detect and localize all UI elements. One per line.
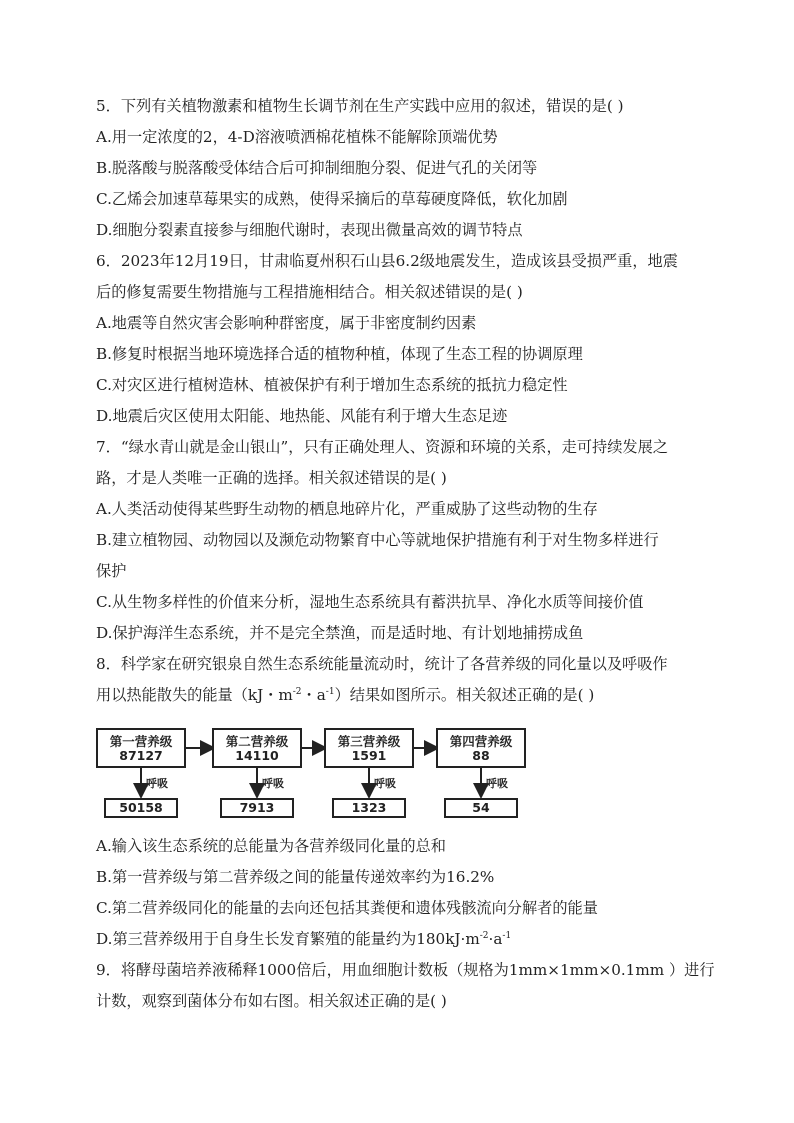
trophic-level-4-value: 88 [472, 748, 490, 763]
q7-option-d: D.保护海洋生态系统，并不是完全禁渔，而是适时地、有计划地捕捞成鱼 [96, 624, 584, 642]
q6-option-d: D.地震后灾区使用太阳能、地热能、风能有利于增大生态足迹 [96, 407, 508, 425]
trophic-level-1-respiration-value: 50158 [104, 798, 178, 818]
trophic-level-3-box [324, 728, 414, 768]
q8-stem-line1: 8．科学家在研究银泉自然生态系统能量流动时，统计了各营养级的同化量以及呼吸作 [96, 655, 668, 673]
q6-stem-line2: 后的修复需要生物措施与工程措施相结合。相关叙述错误的是( ) [96, 283, 523, 301]
q8-unit-exp2: -1 [325, 686, 335, 697]
q9-stem-line1: 9．将酵母菌培养液稀释1000倍后，用血细胞计数板（规格为1mm×1mm×0.1mm ）进行 [96, 961, 715, 979]
q8-option-d-part1: D.第三营养级用于自身生长发育繁殖的能量约为180kJ·m [96, 930, 480, 948]
q8-option-d [96, 929, 511, 949]
q7-option-b-line1: B.建立植物园、动物园以及濒危动物繁育中心等就地保护措施有利于对生物多样进行 [96, 531, 659, 549]
q6-option-c: C.对灾区进行植树造林、植被保护有利于增加生态系统的抵抗力稳定性 [96, 376, 568, 394]
q7-stem-line2: 路，才是人类唯一正确的选择。相关叙述错误的是( ) [96, 469, 447, 487]
trophic-level-3-name: 第三营养级 [337, 734, 401, 749]
q8-stem-part3: ）结果如图所示。相关叙述正确的是( ) [334, 686, 595, 704]
q8-stem-part2: ・a [301, 686, 326, 704]
q5-option-a: A.用一定浓度的2，4-D溶液喷洒棉花植株不能解除顶端优势 [96, 128, 498, 146]
q6-option-b: B.修复时根据当地环境选择合适的植物种植，体现了生态工程的协调原理 [96, 345, 583, 363]
q8-option-d-exp2: -1 [502, 930, 512, 941]
q6-stem-line1: 6．2023年12月19日，甘肃临夏州积石山县6.2级地震发生，造成该县受损严重，地震 [96, 252, 678, 270]
trophic-level-4-name: 第四营养级 [449, 734, 513, 749]
trophic-level-1-respiration-label: 呼吸 [146, 777, 168, 790]
q8-option-b: B.第一营养级与第二营养级之间的能量传递效率约为16.2% [96, 868, 495, 886]
q7-option-b-line2: 保护 [96, 562, 127, 580]
q8-option-c: C.第二营养级同化的能量的去向还包括其粪便和遗体残骸流向分解者的能量 [96, 899, 598, 917]
q8-option-a: A.输入该生态系统的总能量为各营养级同化量的总和 [96, 837, 446, 855]
trophic-level-1-value: 87127 [119, 748, 163, 763]
q9-stem-line2: 计数，观察到菌体分布如右图。相关叙述正确的是( ) [96, 992, 447, 1010]
trophic-level-1-name: 第一营养级 [109, 734, 173, 749]
trophic-level-4-respiration-label: 呼吸 [486, 777, 508, 790]
trophic-level-2-respiration-label: 呼吸 [262, 777, 284, 790]
q8-option-d-part2: ·a [488, 930, 503, 948]
trophic-level-2-box [212, 728, 302, 768]
q6-option-a: A.地震等自然灾害会影响种群密度，属于非密度制约因素 [96, 314, 477, 332]
q7-stem-line1: 7．“绿水青山就是金山银山”，只有正确处理人、资源和环境的关系，走可持续发展之 [96, 438, 668, 456]
trophic-level-3-respiration-value: 1323 [332, 798, 406, 818]
trophic-level-4-box [436, 728, 526, 768]
q8-unit-exp1: -2 [292, 686, 302, 697]
q7-option-c: C.从生物多样性的价值来分析，湿地生态系统具有蓄洪抗旱、净化水质等间接价值 [96, 593, 644, 611]
q7-option-a: A.人类活动使得某些野生动物的栖息地碎片化，严重威胁了这些动物的生存 [96, 500, 598, 518]
energy-flow-diagram [96, 718, 536, 822]
trophic-level-4-respiration-value: 54 [444, 798, 518, 818]
trophic-level-2-name: 第二营养级 [225, 734, 289, 749]
q8-stem-part1: 用以热能散失的能量（kJ・m [96, 686, 293, 704]
q5-option-c: C.乙烯会加速草莓果实的成熟，使得采摘后的草莓硬度降低，软化加剧 [96, 190, 568, 208]
trophic-level-1-box [96, 728, 186, 768]
trophic-level-3-respiration-label: 呼吸 [374, 777, 396, 790]
q8-option-d-exp1: -2 [479, 930, 489, 941]
q5-option-d: D.细胞分裂素直接参与细胞代谢时，表现出微量高效的调节特点 [96, 221, 523, 239]
trophic-level-2-value: 14110 [235, 748, 279, 763]
trophic-level-2-respiration-value: 7913 [220, 798, 294, 818]
q5-stem: 5．下列有关植物激素和植物生长调节剂在生产实践中应用的叙述，错误的是( ) [96, 97, 624, 115]
q5-option-b: B.脱落酸与脱落酸受体结合后可抑制细胞分裂、促进气孔的关闭等 [96, 159, 538, 177]
trophic-level-3-value: 1591 [351, 748, 387, 763]
q8-stem-line2 [96, 685, 594, 705]
